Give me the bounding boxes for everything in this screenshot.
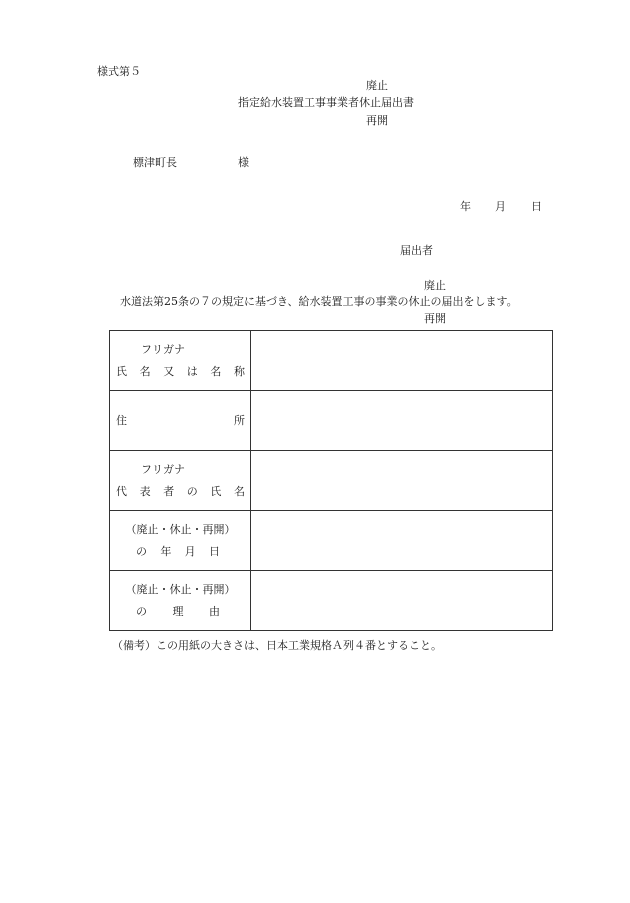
furigana-label: フ リ ガ ナ	[141, 462, 185, 476]
statement-option-abolish: 廃止	[424, 279, 446, 292]
addressee-honorific: 様	[238, 156, 249, 169]
table-row-date	[110, 511, 553, 571]
statement-option-resume: 再開	[424, 312, 446, 325]
page-title: 指定給水装置工事事業者休止届出書	[238, 96, 414, 109]
remark-note: （備考）この用紙の大きさは、日本工業規格Ａ列４番とすること。	[112, 639, 442, 652]
date-input-cell[interactable]	[251, 511, 553, 571]
label-cell-address	[110, 391, 251, 451]
table-row-reason	[110, 571, 553, 631]
form-number: 様式第５	[97, 65, 141, 78]
label-cell-reason	[110, 571, 251, 631]
table-row-address	[110, 391, 553, 451]
label-cell-date	[110, 511, 251, 571]
statement-text: 水道法第25条の７の規定に基づき、給水装置工事の事業の休止の届出をします。	[120, 295, 518, 308]
status-options-label: （廃止・休止・再開）	[125, 522, 236, 536]
table-row-representative	[110, 451, 553, 511]
name-or-company-label: 氏 名 又 は 名 称	[116, 364, 245, 378]
address-input-cell[interactable]	[251, 391, 553, 451]
notification-form-table	[109, 330, 553, 631]
reason-field[interactable]	[251, 571, 552, 630]
name-field[interactable]	[251, 331, 552, 390]
label-cell-representative	[110, 451, 251, 511]
furigana-label: フ リ ガ ナ	[141, 342, 185, 356]
status-options-label: （廃止・休止・再開）	[125, 582, 236, 596]
representative-field[interactable]	[251, 451, 552, 510]
reason-input-cell[interactable]	[251, 571, 553, 631]
representative-name-label: 代 表 者 の 氏 名	[116, 484, 245, 498]
title-option-abolish: 廃止	[366, 79, 388, 92]
date-month-label: 月	[495, 200, 506, 213]
applicant-label: 届出者	[400, 244, 433, 257]
date-year-label: 年	[460, 200, 471, 213]
address-label: 住 所	[116, 413, 245, 427]
address-field[interactable]	[251, 391, 552, 450]
representative-input-cell[interactable]	[251, 451, 553, 511]
date-field[interactable]	[251, 511, 552, 570]
date-label: の 年 月 日	[136, 544, 220, 558]
table-row-name	[110, 331, 553, 391]
name-input-cell[interactable]	[251, 331, 553, 391]
date-day-label: 日	[531, 200, 542, 213]
addressee-name: 標津町長	[133, 156, 177, 169]
label-cell-name	[110, 331, 251, 391]
reason-label: の 理 由	[136, 604, 220, 618]
title-option-resume: 再開	[366, 114, 388, 127]
